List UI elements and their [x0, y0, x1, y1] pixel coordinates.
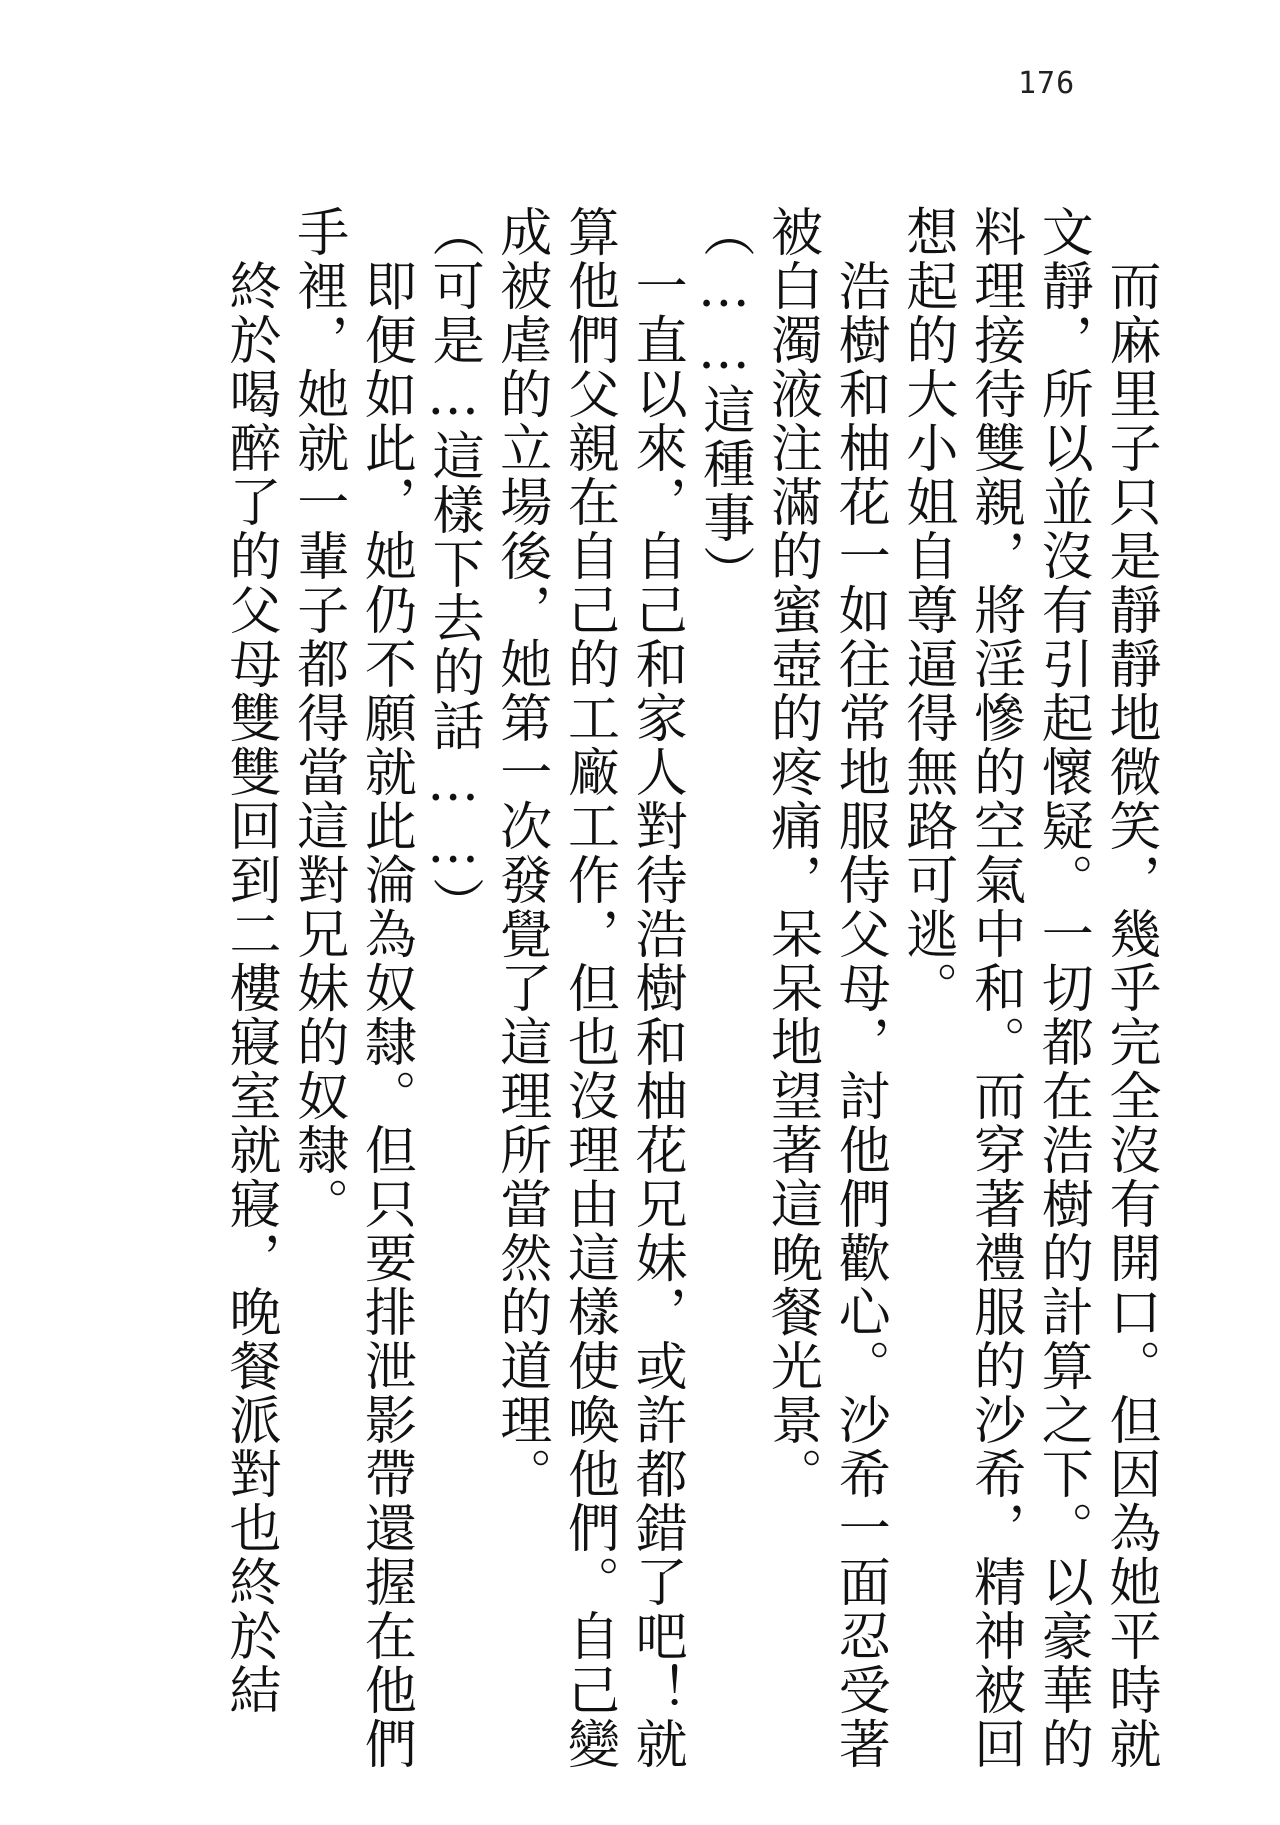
- text-column-10: 成被虐的立場後，她第一次發覺了這理所當然的道理。: [490, 205, 551, 1501]
- text-column-4: 想起的大小姐自尊逼得無路可逃。: [896, 205, 957, 1015]
- page-number: 176: [1018, 66, 1076, 101]
- text-column-7: （……這種事）: [693, 205, 754, 599]
- text-column-3: 料理接待雙親，將淫慘的空氣中和。而穿著禮服的沙希，精神被回: [964, 205, 1025, 1771]
- text-column-5: 浩樹和柚花一如往常地服侍父母，討他們歡心。沙希一面忍受著: [829, 205, 890, 1771]
- text-column-12: 即便如此，她仍不願就此淪為奴隸。但只要排泄影帶還握在他們: [355, 205, 416, 1771]
- text-column-8: 一直以來，自己和家人對待浩樹和柚花兄妹，或許都錯了吧！就: [626, 205, 687, 1771]
- vertical-text-body: [220, 205, 1160, 1771]
- text-column-6: 被白濁液注滿的蜜壺的疼痛，呆呆地望著這晚餐光景。: [761, 205, 822, 1501]
- text-column-13: 手裡，她就一輩子都得當這對兄妹的奴隸。: [287, 205, 348, 1231]
- text-column-1: 而麻里子只是靜靜地微笑，幾乎完全沒有開口。但因為她平時就: [1099, 205, 1160, 1771]
- text-column-9: 算他們父親在自己的工廠工作，但也沒理由這樣使喚他們。自己變: [558, 205, 619, 1771]
- text-column-2: 文靜，所以並沒有引起懷疑。一切都在浩樹的計算之下。以豪華的: [1032, 205, 1093, 1771]
- text-column-11: （可是…這樣下去的話……）: [423, 205, 484, 931]
- text-column-14: 終於喝醉了的父母雙雙回到二樓寢室就寢，晚餐派對也終於結: [220, 205, 280, 1717]
